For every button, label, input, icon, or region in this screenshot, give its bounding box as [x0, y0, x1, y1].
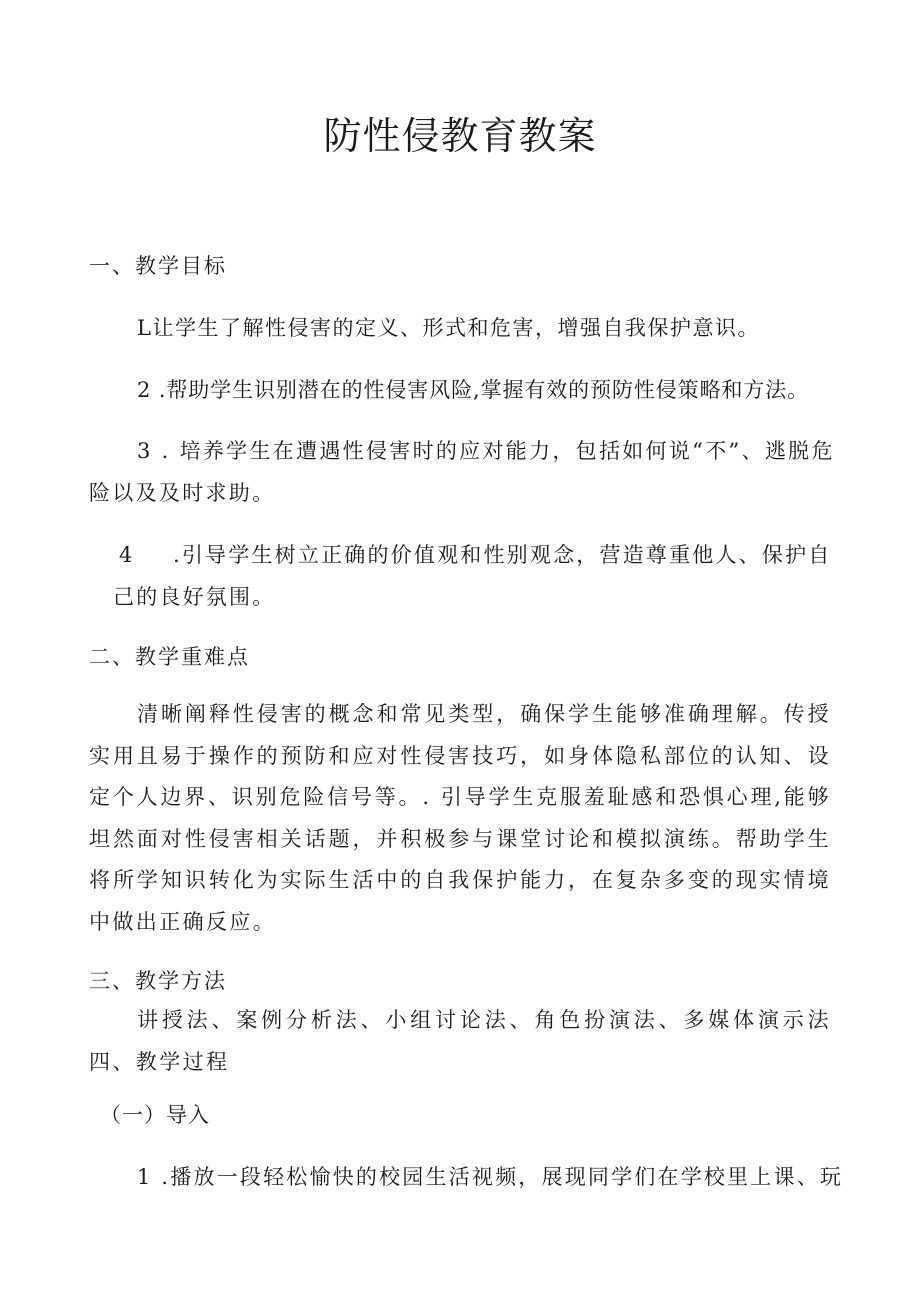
objective-item-4-line-2: 己的良好氛围。: [113, 585, 276, 609]
objective-item-3-line-2: 险以及及时求助。: [89, 481, 276, 505]
objective-item-2: 2 .帮助学生识别潜在的性侵害风险,掌握有效的预防性侵策略和方法。: [137, 378, 810, 402]
methods-paragraph: 讲授法、案例分析法、小组讨论法、角色扮演法、多媒体演示法四、教学过程: [89, 1008, 831, 1074]
section-heading-key-points: 二、教学重难点: [89, 645, 250, 669]
objective-item-4-number: 4: [119, 543, 135, 567]
subsection-heading-introduction: （一）导入: [100, 1103, 210, 1127]
introduction-item-1: 1 .播放一段轻松愉快的校园生活视频，展现同学们在学校里上课、玩: [137, 1165, 844, 1189]
key-points-paragraph: 清晰阐释性侵害的概念和常见类型，确保学生能够准确理解。传授实用且易于操作的预防和应对性侵害技巧，如身体隐私部位的认知、设定个人边界、识别危险信号等。. 引导学生克服羞耻感和恐惧心理,能够坦然面对性侵害相关话题，并积极参与课堂讨论和模拟演练。帮助学生将所学知识转化为实际生活中的自我保护能力，在复杂多变的现实情境中做出正确反应。: [89, 702, 831, 934]
objective-item-3-line-1: 3 . 培养学生在遭遇性侵害时的应对能力，包括如何说“不”、逃脱危: [137, 439, 835, 463]
objective-item-1: L让学生了解性侵害的定义、形式和危害，增强自我保护意识。: [137, 316, 760, 340]
document-title: 防性侵教育教案: [323, 114, 597, 158]
objective-item-4-line-1: .引导学生树立正确的价值观和性别观念，营造尊重他人、保护自: [173, 543, 832, 567]
section-heading-methods: 三、教学方法: [89, 969, 227, 993]
section-heading-objectives: 一、教学目标: [89, 254, 227, 278]
